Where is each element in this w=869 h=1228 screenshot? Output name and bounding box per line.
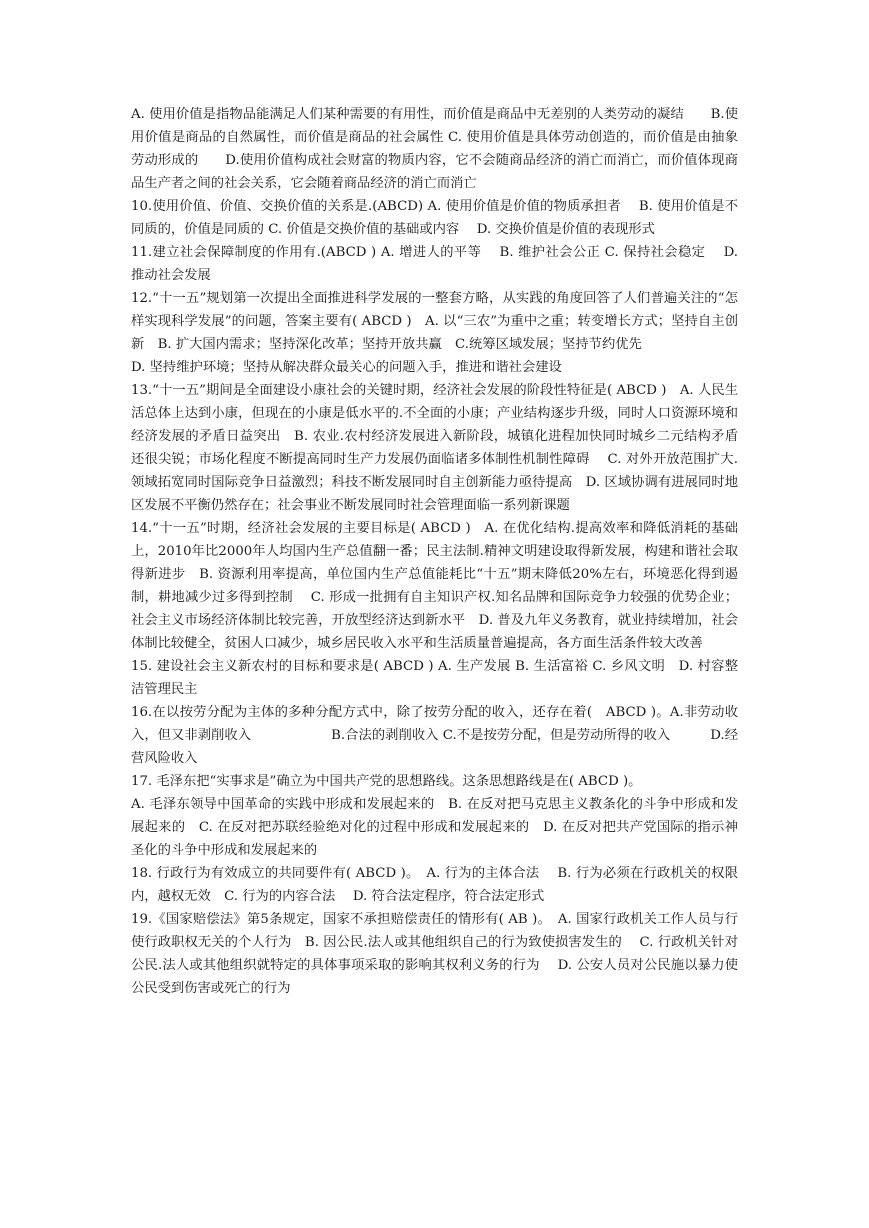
paragraph-q10: 10.使用价值、价值、交换价值的关系是.(ABCD) A. 使用价值是价值的物质承担者 B. 使用价值是不同质的，价值是同质的 C. 价值是交换价值的基础或内容 D. 交换价值是价值的表现形式	[131, 199, 738, 237]
paragraph-q17: 17. 毛泽东把“实事求是”确立为中国共产党的思想路线。这条思想路线是在( ABCD )。	[131, 774, 642, 789]
paragraph-q14: 14.“十一五”时期，经济社会发展的主要目标是( ABCD ) A. 在优化结构.提高效率和降低消耗的基础上，2010年比2000年人均国内生产总值翻一番；民主法制.精神文明建设取得新发展，构建和谐社会取得新进步 B. 资源利用率提高，单位国内生产总值能耗比“十五”期末降低20%左右，环境恶化得到遏制，耕地减少过多得到控制 C. 形成一批拥有自主知识产权.知名品牌和国际竞争力较强的优势企业；社会主义市场经济体制比较完善，开放型经济达到新水平 D. 普及九年义务教育，就业持续增加，社会体制比较健全，贫困人口减少，城乡居民收入水平和生活质量普遍提高，各方面生活条件较大改善	[131, 521, 738, 651]
paragraph-q12: 12.“十一五”规划第一次提出全面推进科学发展的一整套方略，从实践的角度回答了人们普遍关注的“怎样实现科学发展”的问题，答案主要有( ABCD ) A. 以“三农”为重中之重；转变增长方式；坚持自主创新 B. 扩大国内需求；坚持深化改革；坚持开放共赢 C.统筹区域发展；坚持节约优先	[131, 291, 738, 352]
document-body	[131, 103, 738, 1000]
paragraph-q16: 16.在以按劳分配为主体的多种分配方式中，除了按劳分配的收入，还存在着( ABCD )。A.非劳动收入，但又非剥削收入 B.合法的剥削收入 C.不是按劳分配，但是劳动所得的收入 D.经营风险收入	[131, 705, 738, 766]
paragraph-q9-options: A. 使用价值是指物品能满足人们某种需要的有用性，而价值是商品中无差别的人类劳动的凝结 B.使用价值是商品的自然属性，而价值是商品的社会属性 C. 使用价值是具体劳动创造的，而价值是由抽象劳动形成的 D.使用价值构成社会财富的物质内容，它不会随商品经济的消亡而消亡，而价值体现商品生产者之间的社会关系，它会随着商品经济的消亡而消亡	[131, 107, 738, 191]
paragraph-q13: 13.“十一五”期间是全面建设小康社会的关键时期，经济社会发展的阶段性特征是( ABCD ) A. 人民生活总体上达到小康，但现在的小康是低水平的.不全面的小康；产业结构逐步升级，同时人口资源环境和经济发展的矛盾日益突出 B. 农业.农村经济发展进入新阶段，城镇化进程加快同时城乡二元结构矛盾还很尖锐；市场化程度不断提高同时生产力发展仍面临诸多体制性机制性障碍 C. 对外开放范围扩大.领域拓宽同时国际竞争日益激烈；科技不断发展同时自主创新能力亟待提高 D. 区域协调有进展同时地区发展不平衡仍然存在；社会事业不断发展同时社会管理面临一系列新课题	[131, 383, 738, 513]
paragraph-q19: 19.《国家赔偿法》第5条规定，国家不承担赔偿责任的情形有( AB )。 A. 国家行政机关工作人员与行使行政职权无关的个人行为 B. 因公民.法人或其他组织自己的行为致使损害发生的 C. 行政机关针对公民.法人或其他组织就特定的具体事项采取的影响其权利义务的行为 D. 公安人员对公民施以暴力使公民受到伤害或死亡的行为	[131, 912, 738, 996]
paragraph-q17-options: A. 毛泽东领导中国革命的实践中形成和发展起来的 B. 在反对把马克思主义教条化的斗争中形成和发展起来的 C. 在反对把苏联经验绝对化的过程中形成和发展起来的 D. 在反对把共产党国际的指示神圣化的斗争中形成和发展起来的	[131, 797, 738, 858]
paragraph-q11: 11.建立社会保障制度的作用有.(ABCD ) A. 增进人的平等 B. 维护社会公正 C. 保持社会稳定 D. 推动社会发展	[131, 245, 738, 283]
paragraph-q12-option-d: D. 坚持维护环境；坚持从解决群众最关心的问题入手，推进和谐社会建设	[131, 360, 562, 375]
paragraph-q18: 18. 行政行为有效成立的共同要件有( ABCD )。 A. 行为的主体合法 B. 行为必须在行政机关的权限内，越权无效 C. 行为的内容合法 D. 符合法定程序，符合法定形式	[131, 866, 738, 904]
paragraph-q15: 15. 建设社会主义新农村的目标和要求是( ABCD ) A. 生产发展 B. 生活富裕 C. 乡风文明 D. 村容整洁管理民主	[131, 659, 738, 697]
